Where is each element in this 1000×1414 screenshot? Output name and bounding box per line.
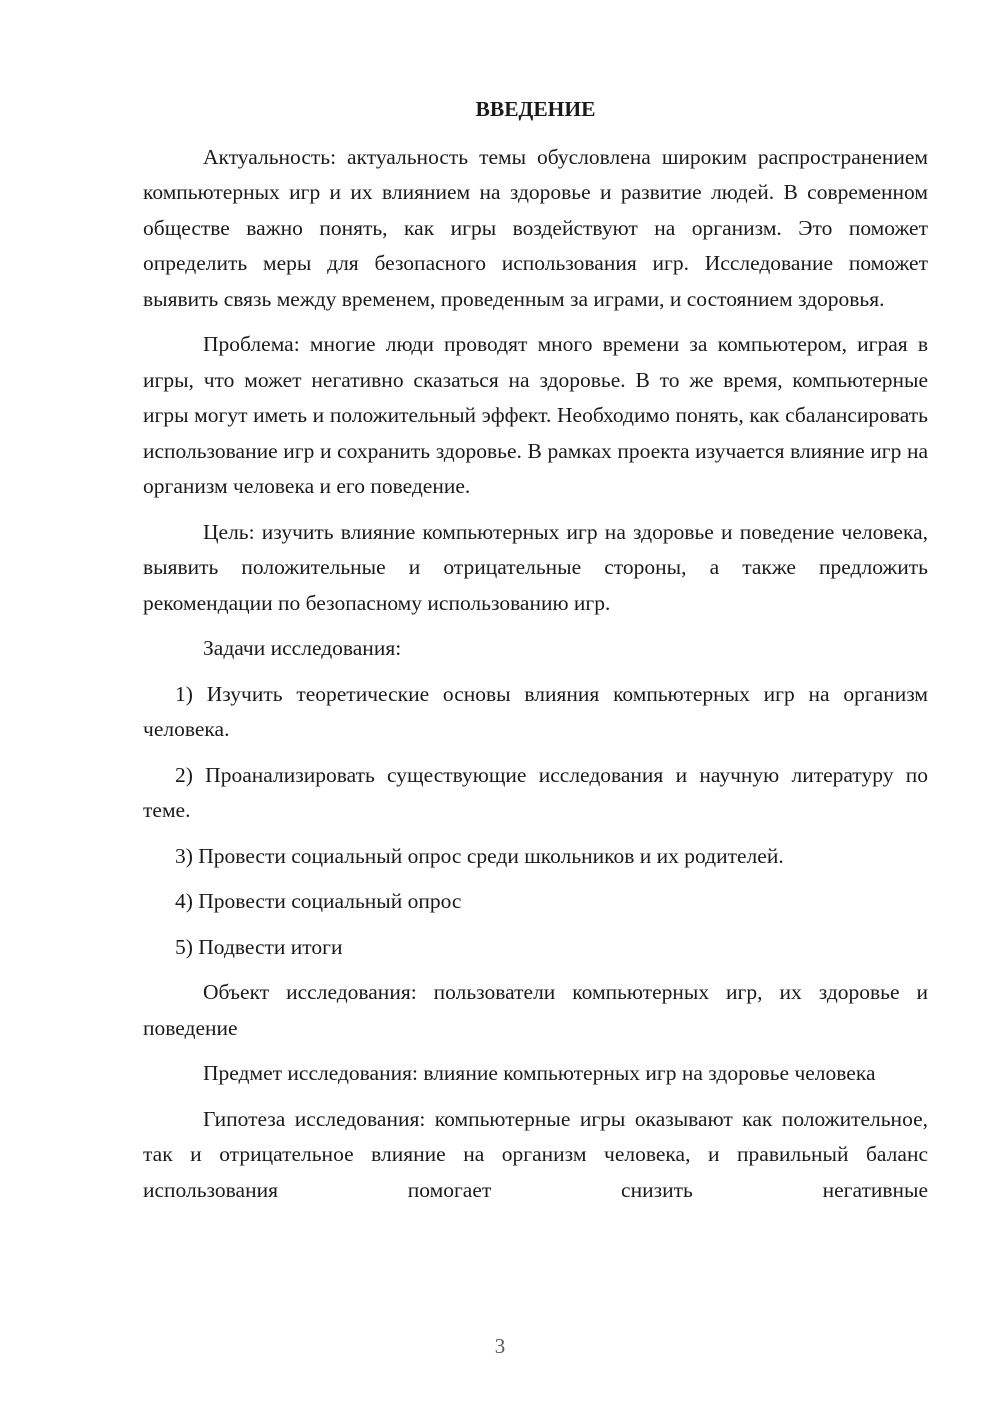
task-item-4: 4) Провести социальный опрос — [175, 889, 462, 913]
goal-paragraph: Цель: изучить влияние компьютерных игр на здоровье и поведение человека, выявить положительные и отрицательные стороны, а также предложить рекомендации по безопасному использованию игр. — [143, 519, 928, 615]
page-number: 3 — [494, 1334, 506, 1358]
subject-paragraph: Предмет исследования: влияние компьютерных игр на здоровье человека — [203, 1061, 876, 1085]
section-title: ВВЕДЕНИЕ — [475, 97, 596, 121]
relevance-paragraph: Актуальность: актуальность темы обусловлена широким распространением компьютерных игр и их влиянием на здоровье и развитие людей. В современном обществе важно понять, как игры воздействуют на организм. Это поможет определить меры для безопасного использования игр. Исследование поможет выявить связь между временем, проведенным за играми, и состоянием здоровья. — [143, 144, 928, 311]
page-content — [143, 92, 928, 1208]
object-paragraph: Объект исследования: пользователи компьютерных игр, их здоровье и поведение — [143, 980, 928, 1040]
task-item-2: 2) Проанализировать существующие исследования и научную литературу по теме. — [143, 762, 928, 822]
task-item-5: 5) Подвести итоги — [175, 934, 343, 959]
task-item-3: 3) Провести социальный опрос среди школьников и их родителей. — [175, 843, 784, 868]
hypothesis-paragraph: Гипотеза исследования: компьютерные игры оказывают как положительное, так и отрицательное влияние на организм человека, и правильный баланс использования помогает снизить негативные — [143, 1106, 928, 1202]
task-item-1: 1) Изучить теоретические основы влияния компьютерных игр на организм человека. — [143, 681, 928, 741]
problem-paragraph: Проблема: многие люди проводят много времени за компьютером, играя в игры, что может негативно сказаться на здоровье. В то же время, компьютерные игры могут иметь и положительный эффект. Необходимо понять, как сбалансировать использование игр и сохранить здоровье. В рамках проекта изучается влияние игр на организм человека и его поведение. — [143, 332, 928, 498]
tasks-heading: Задачи исследования: — [203, 636, 402, 660]
